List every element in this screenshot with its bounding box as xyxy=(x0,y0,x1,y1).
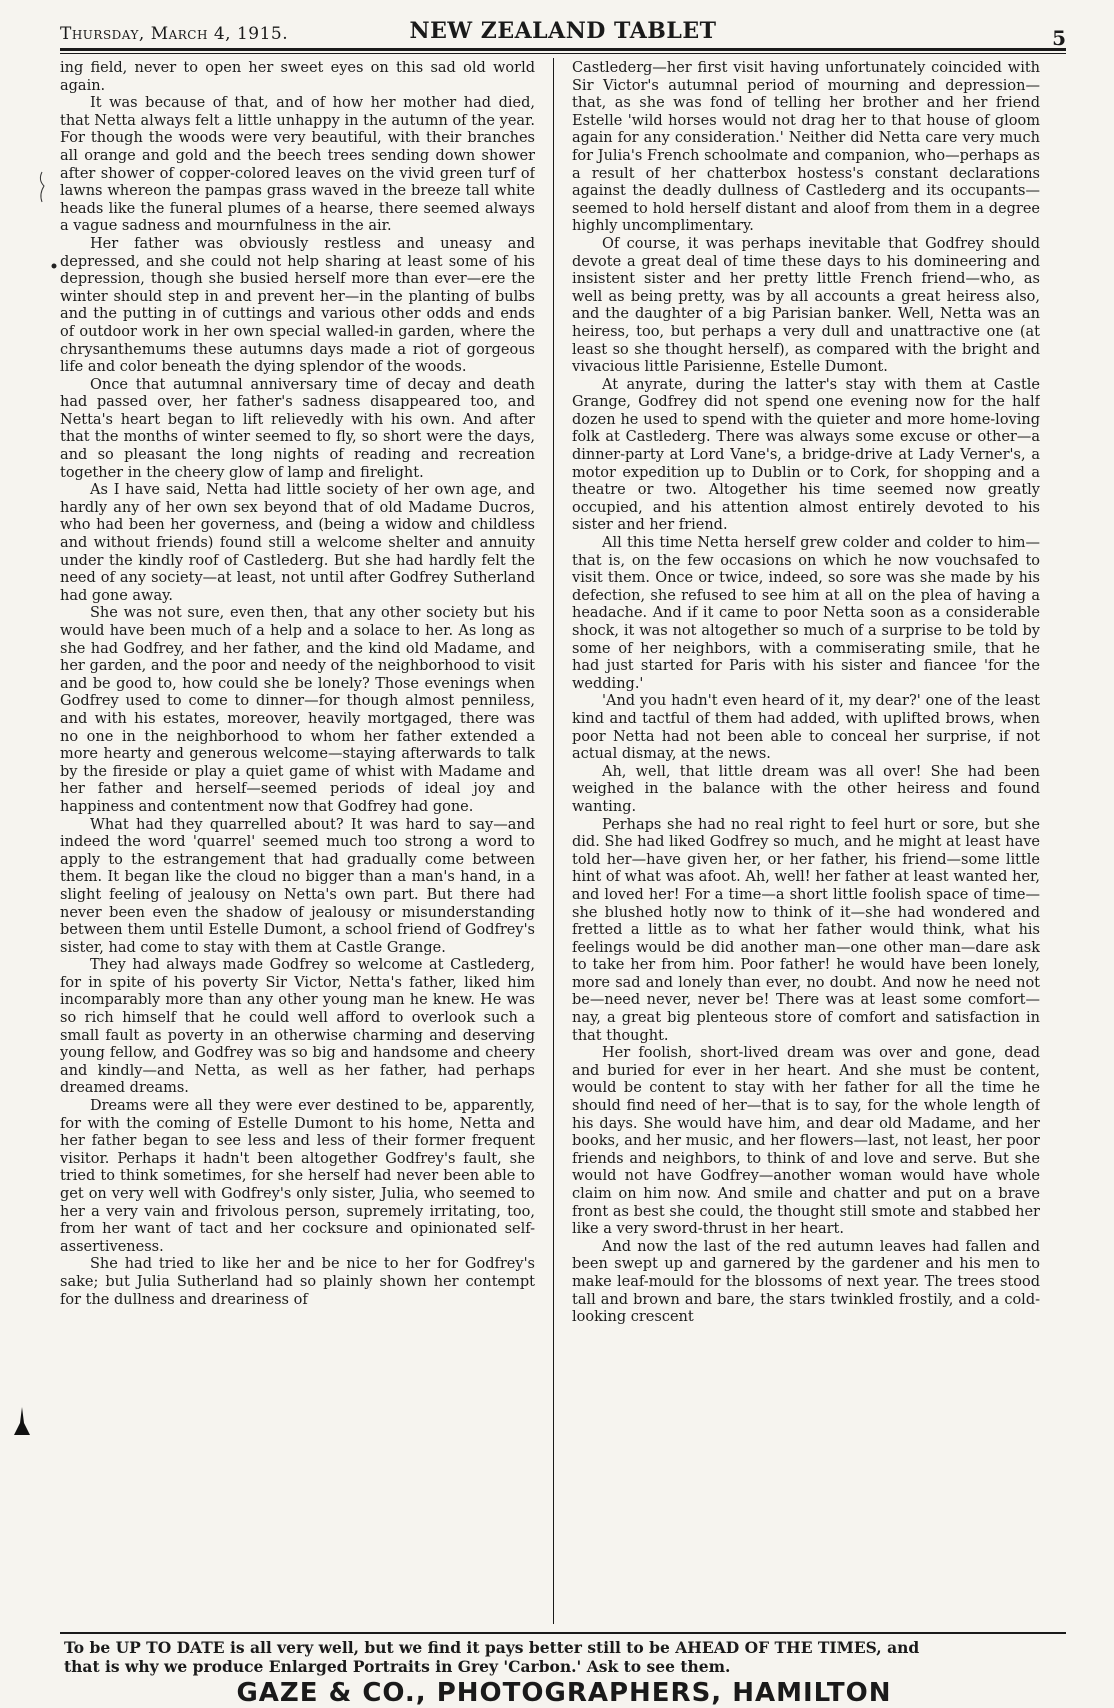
paragraph: Dreams were all they were ever destined to be, apparently, for with the coming of Estelle Dumont to his home, Netta and her father began to see less and less of their former frequent visitor. Perhaps it hadn't been altogether Godfrey's fault, she tried to think sometimes, for she herself had never been able to get on very well with Godfrey's only sister, Julia, who seemed to her a very vain and frivolous person, supremely irritating, too, from her want of tact and her cocksure and opinionated self-assertiveness. xyxy=(60,1098,535,1255)
footer-rule xyxy=(60,1632,1066,1634)
margin-dot xyxy=(50,262,58,270)
paragraph: She had tried to like her and be nice to her for Godfrey's sake; but Julia Sutherland had so plainly shown her contempt for the dullness and dreariness of xyxy=(60,1256,535,1308)
paragraph: She was not sure, even then, that any other society but his would have been much of a help and a solace to her. As long as she had Godfrey, and her father, and the kind old Madame, and her garden, and the poor and needy of the neighborhood to visit and be good to, how could she be lonely? Those evenings when Godfrey used to come to dinner—for though almost penniless, and with his estates, moreover, heavily mortgaged, there was no one in the neighborhood to whom her father extended a more hearty and generous welcome—staying afterwards to talk by the fireside or play a quiet game of whist with Madame and her father and herself—seemed periods of ideal joy and happiness and contentment now that Godfrey had gone. xyxy=(60,605,535,815)
paragraph: It was because of that, and of how her mother had died, that Netta always felt a little unhappy in the autumn of the year. For though the woods were very beautiful, with their branches all orange and gold and the beech trees sending down shower after shower of copper-colored leaves on the vivid green turf of lawns whereon the pampas grass waved in the breeze tall white heads like the funeral plumes of a hearse, there seemed always a vague sadness and mournfulness in the air. xyxy=(60,95,535,235)
paragraph: All this time Netta herself grew colder and colder to him—that is, on the few occasions on which he now vouchsafed to visit them. Once or twice, indeed, so sore was she made by his defection, she refused to see him at all on the plea of having a headache. And if it came to poor Netta soon as a considerable shock, it was not altogether so much of a surprise to be told by some of her neighbors, with a commiserating smile, that he had just started for Paris with his sister and fiancee 'for the wedding.' xyxy=(572,535,1040,692)
paragraph: Of course, it was perhaps inevitable that Godfrey should devote a great deal of time these days to his domineering and insistent sister and her pretty little French friend—who, as well as being pretty, was by all accounts a great heiress also, and the daughter of a big Parisian banker. Well, Netta was an heiress, too, but perhaps a very dull and unattractive one (at least so she thought herself), as compared with the bright and vivacious little Parisienne, Estelle Dumont. xyxy=(572,235,1040,376)
ad-company: GAZE & CO., PHOTOGRAPHERS, HAMILTON xyxy=(236,1678,892,1708)
advertisement xyxy=(64,1638,1064,1708)
paragraph: At anyrate, during the latter's stay with them at Castle Grange, Godfrey did not spend one evening now for the half dozen he used to spend with the quieter and more home-loving folk at Castlederg. There was always some excuse or other—a dinner-party at Lord Vane's, a bridge-drive at Lady Verner's, a motor expedition up to Dublin or to Cork, for shopping and a theatre or two. Altogether his time seemed now greatly occupied, and his attention almost entirely devoted to his sister and her friend. xyxy=(572,376,1040,534)
paragraph: Once that autumnal anniversary time of decay and death had passed over, her father's sadness disappeared too, and Netta's heart began to lift relievedly with his own. And after that the months of winter seemed to fly, so short were the days, and so pleasant the long nights of reading and recreation together in the cheery glow of lamp and firelight. xyxy=(60,376,535,481)
ad-line: that is why we produce Enlarged Portraits in Grey 'Carbon.' Ask to see them. xyxy=(64,1657,731,1676)
paragraph: Perhaps she had no real right to feel hurt or sore, but she did. She had liked Godfrey so much, and he might at least have told her—have given her, or her father, his friend—some little hint of what was afoot. Ah, well! her father at least wanted her, and loved her! For a time—a short little foolish space of time—she blushed hotly now to think of it—she had wondered and fretted a little as to what her father would think, what his feelings would be did another man—one other man—dare ask to take her from him. Poor father! he would have been lonely, more sad and lonely than ever, no doubt. And now he need not be—need never, never be! There was at least some comfort—nay, a great big plenteous store of comfort and satisfaction in that thought. xyxy=(572,816,1040,1044)
paragraph: Ah, well, that little dream was all over! She had been weighed in the balance with the other heiress and found wanting. xyxy=(572,763,1040,815)
left-column xyxy=(60,60,535,1620)
paragraph: Her foolish, short-lived dream was over and gone, dead and buried for ever in her heart. And she must be content, would be content to stay with her father for all the time he should find need of her—that is to say, for the whole length of his days. She would have him, and dear old Madame, and her books, and her music, and her flowers—last, not least, her poor friends and neighbors, to think of and love and serve. But she would not have Godfrey—another woman would have whole claim on him now. And smile and chatter and put on a brave front as best she could, the thought still smote and stabbed her like a very sword-thrust in her heart. xyxy=(572,1045,1040,1238)
paragraph: Castlederg—her first visit having unfortunately coincided with Sir Victor's autumnal period of mourning and depression—that, as she was fond of telling her brother and her friend Estelle 'wild horses would not drag her to that house of gloom again for any consideration.' Neither did Netta care very much for Julia's French schoolmate and companion, who—perhaps as a result of her chatterbox hostess's constant declarations against the deadly dullness of Castlederg and its occupants—seemed to hold herself distant and aloof from them in a degree highly uncomplimentary. xyxy=(572,60,1040,235)
publication-title: NEW ZEALAND TABLET xyxy=(409,18,717,44)
right-column xyxy=(572,60,1040,1620)
page-header xyxy=(60,18,1066,48)
paragraph: Her father was obviously restless and uneasy and depressed, and she could not help sharing at least some of his depression, though she busied herself more than ever—ere the winter should step in and prevent her—in the planting of bulbs and the putting in of cuttings and various other odds and ends of outdoor work in her own special walled-in garden, where the chrysanthemums these autumns days made a riot of gorgeous life and color beneath the dying splendor of the woods. xyxy=(60,235,535,376)
paragraph: And now the last of the red autumn leaves had fallen and been swept up and garnered by the gardener and his men to make leaf-mould for the blossoms of next year. The trees stood tall and brown and bare, the stars twinkled frostily, and a cold-looking crescent xyxy=(572,1238,1040,1326)
page-number: 5 xyxy=(1052,26,1066,50)
paragraph: What had they quarrelled about? It was hard to say—and indeed the word 'quarrel' seemed much too strong a word to apply to the estrangement that had gradually come between them. It began like the cloud no bigger than a man's hand, in a slight feeling of jealousy on Netta's own part. But there had never been even the shadow of jealousy or misunderstanding between them until Estelle Dumont, a school friend of Godfrey's sister, had come to stay with them at Castle Grange. xyxy=(60,816,535,956)
paragraph: They had always made Godfrey so welcome at Castlederg, for in spite of his poverty Sir Victor, Netta's father, liked him incomparably more than any other young man he knew. He was so rich himself that he could well afford to overlook such a small fault as poverty in an otherwise charming and deserving young fellow, and Godfrey was so big and handsome and cheery and kindly—and Netta, as well as her father, had perhaps dreamed dreams. xyxy=(60,957,535,1097)
margin-pin-mark xyxy=(10,1405,32,1439)
paragraph: As I have said, Netta had little society of her own age, and hardly any of her own sex beyond that of old Madame Ducros, who had been her governess, and (being a widow and childless and without friends) found still a welcome shelter and annuity under the kindly roof of Castlederg. But she had hardly felt the need of any society—at least, not until after Godfrey Sutherland had gone away. xyxy=(60,482,535,604)
margin-mark xyxy=(36,170,48,204)
column-divider xyxy=(553,58,554,1624)
header-rule xyxy=(60,48,1066,54)
issue-date: Thursday, March 4, 1915. xyxy=(60,24,289,44)
ad-line: To be UP TO DATE is all very well, but we find it pays better still to be AHEAD OF THE TIMES, and xyxy=(64,1638,920,1657)
paragraph: 'And you hadn't even heard of it, my dear?' one of the least kind and tactful of them had added, with uplifted brows, when poor Netta had not been able to conceal her surprise, if not actual dismay, at the news. xyxy=(572,693,1040,763)
paragraph: ing field, never to open her sweet eyes on this sad old world again. xyxy=(60,60,535,94)
